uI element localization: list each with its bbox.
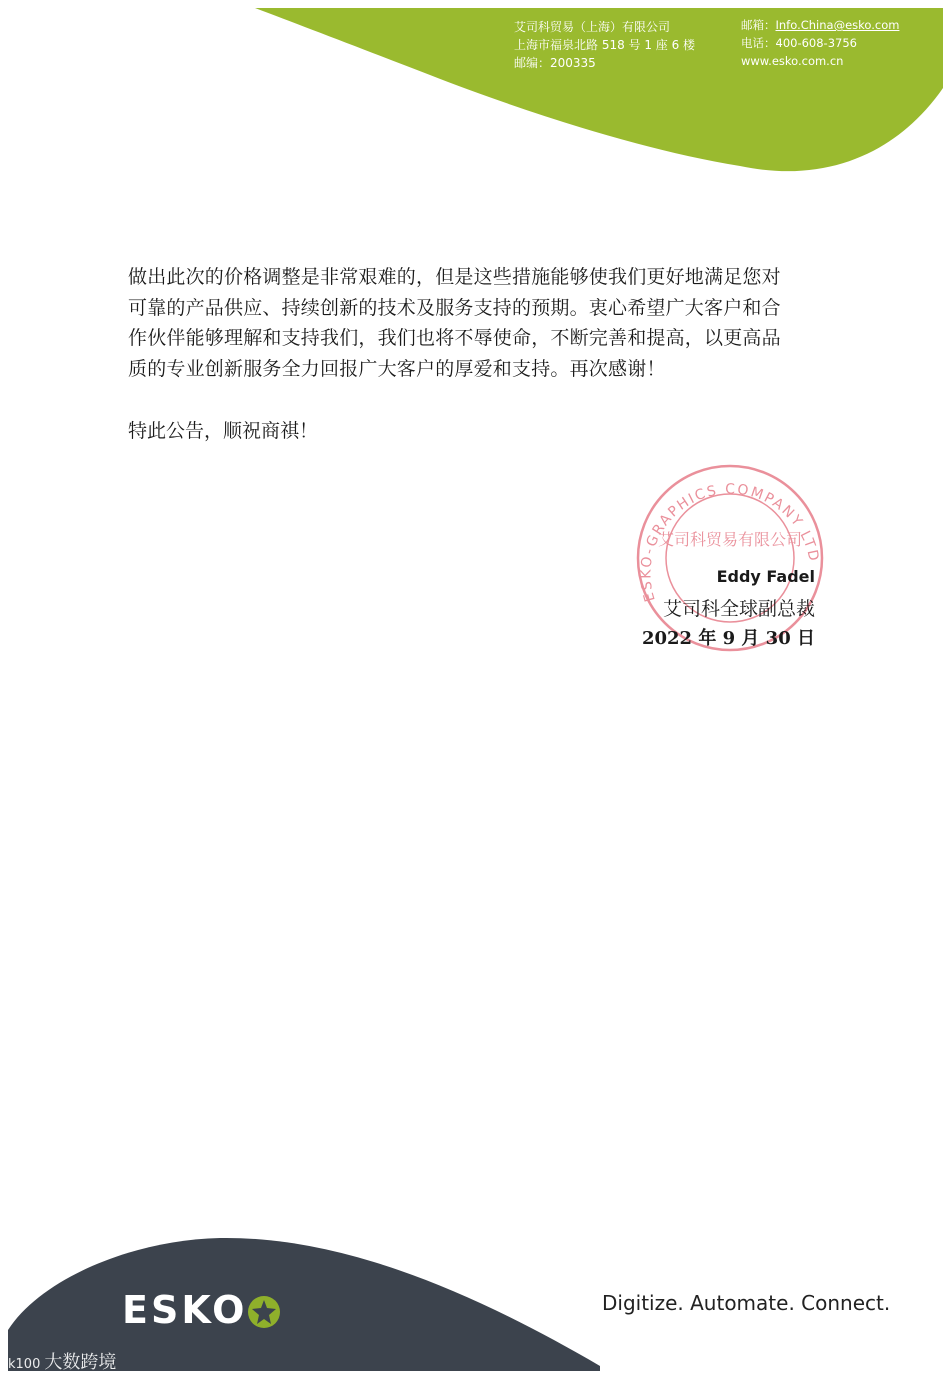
- svg-text:艾司科贸易有限公司: 艾司科贸易有限公司: [657, 530, 803, 549]
- header-company-block: [514, 18, 724, 72]
- body-line: 做出此次的价格调整是非常艰难的，但是这些措施能够使我们更好地满足您对: [128, 266, 781, 288]
- watermark: [8, 1348, 116, 1374]
- body-line: 可靠的产品供应、持续创新的技术及服务支持的预期。衷心希望广大客户和合: [128, 296, 781, 319]
- phone-number: 电话：400-608-3756: [741, 36, 857, 50]
- letter-closing: 特此公告，顺祝商祺！: [128, 420, 319, 442]
- company-address: 上海市福泉北路 518 号 1 座 6 楼: [514, 38, 696, 52]
- company-postcode: 邮编：200335: [514, 56, 596, 70]
- svg-text:ESKO-GRAPHICS COMPANY LTD: ESKO-GRAPHICS COMPANY LTD: [638, 481, 822, 604]
- watermark-logo-icon: k100: [8, 1357, 41, 1372]
- letter-date: 2022 年 9 月 30 日: [641, 628, 815, 649]
- email-link[interactable]: Info.China@esko.com: [775, 18, 900, 32]
- email-label: 邮箱：: [741, 18, 776, 32]
- body-line: 作伙伴能够理解和支持我们，我们也将不辱使命，不断完善和提高，以更高品: [128, 327, 781, 349]
- company-name: 艾司科贸易（上海）有限公司: [514, 20, 671, 34]
- esko-logo-text: ESKO: [122, 1288, 248, 1332]
- email-line: [741, 16, 941, 34]
- watermark-text: 大数跨境: [44, 1352, 117, 1373]
- signatory-name: Eddy Fadel: [716, 567, 815, 586]
- website-link[interactable]: www.esko.com.cn: [741, 54, 844, 68]
- signatory-title: 艾司科全球副总裁: [662, 598, 815, 620]
- company-seal: [638, 466, 822, 650]
- tagline: Digitize. Automate. Connect.: [602, 1291, 891, 1315]
- body-line: 质的专业创新服务全力回报广大客户的厚爱和支持。再次感谢！: [128, 357, 666, 380]
- header-contact-block: [741, 16, 941, 70]
- letter-body: [128, 262, 828, 384]
- esko-star-icon: [247, 1295, 281, 1329]
